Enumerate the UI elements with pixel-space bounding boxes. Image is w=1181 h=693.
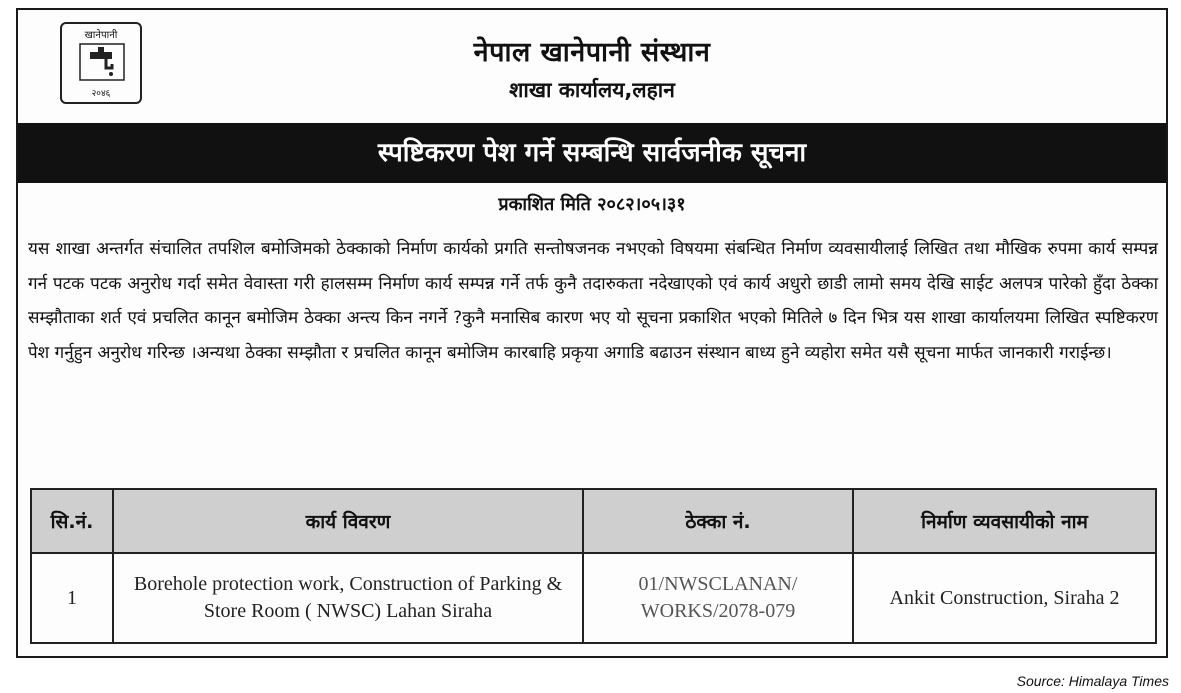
notice-frame bbox=[16, 8, 1168, 658]
cell-contract-number: 01/NWSCLANAN/ WORKS/2078-079 bbox=[583, 553, 853, 643]
branch-office: शाखा कार्यालय,लहान bbox=[509, 78, 675, 102]
cell-work-description: Borehole protection work, Construction of Parking & Store Room ( NWSC) Lahan Siraha bbox=[113, 553, 583, 643]
notice-title: स्पष्टिकरण पेश गर्ने सम्बन्धि सार्वजनीक सूचना bbox=[377, 138, 807, 168]
contract-table bbox=[30, 488, 1157, 644]
cell-serial: 1 bbox=[31, 553, 113, 643]
publication-date: प्रकाशित मिति २०८२।०५।३१ bbox=[498, 194, 686, 215]
table-header-row bbox=[31, 489, 1156, 553]
table-row bbox=[31, 553, 1156, 643]
notice-title-banner bbox=[18, 123, 1166, 183]
col-header-contract-number: ठेक्का नं. bbox=[583, 489, 853, 553]
col-header-serial: सि.नं. bbox=[31, 489, 113, 553]
logo-text-top: खानेपानी bbox=[84, 30, 118, 41]
col-header-contractor-name: निर्माण व्यवसायीको नाम bbox=[853, 489, 1156, 553]
organization-name: नेपाल खानेपानी संस्थान bbox=[473, 37, 711, 68]
logo-text-bottom: २०४६ bbox=[91, 89, 111, 99]
col-header-work-description: कार्य विवरण bbox=[113, 489, 583, 553]
source-credit: Source: Himalaya Times bbox=[1016, 673, 1169, 689]
cell-contractor-name: Ankit Construction, Siraha 2 bbox=[853, 553, 1156, 643]
notice-body: यस शाखा अन्तर्गत संचालित तपशिल बमोजिमको ठेक्काको निर्माण कार्यको प्रगति सन्तोषजनक नभएको विषयमा संबन्धित निर्माण व्यवसायीलाई लिखित तथा मौखिक रुपमा कार्य सम्पन्न गर्न पटक पटक अनुरोध गर्दा समेत वेवास्ता गरी हालसम्म निर्माण कार्य सम्पन्न गर्ने तर्फ कुनै तदारुकता नदेखाएको एवं कार्य अधुरो छाडी लामो समय देखि साईट अलपत्र पारेको हुँदा ठेक्का सम्झौताका शर्त एवं प्रचलित कानून बमोजिम ठेक्का अन्त्य किन नगर्ने ?कुनै मनासिब कारण भए यो सूचना प्रकाशित भएको मितिले ७ दिन भित्र यस शाखा कार्यालयमा लिखित स्पष्टिकरण पेश गर्नुहुन अनुरोध गरिन्छ ।अन्यथा ठेक्का सम्झौता र प्रचलित कानून बमोजिम कारबाहि प्रकृया अगाडि बढाउन संस्थान बाध्य हुने व्यहोरा समेत यसै सूचना मार्फत जानकारी गराईन्छ। bbox=[28, 239, 1158, 363]
